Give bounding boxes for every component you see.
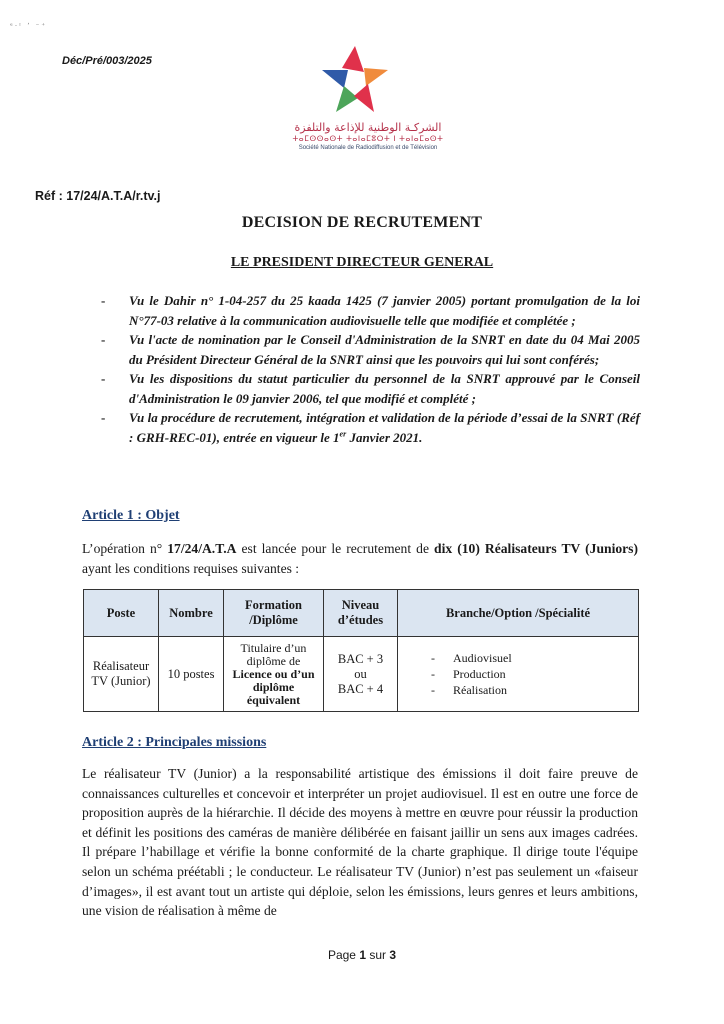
org-name-arabic: الشركـة الوطنية للإذاعة والتلفزة [294,121,442,134]
header-formation: Formation /Diplôme [224,590,324,637]
header-nombre: Nombre [159,590,224,637]
recruitment-table [83,589,639,712]
cell-niveau [324,637,398,712]
niveau-option-2: BAC + 4 [337,681,384,696]
visa-text: Vu la procédure de recrutement, intégration et validation de la période d’essai de la SNRT (Réf : GRH-REC-01), entrée en vigueur le 1 [129,410,640,445]
article-1-intro [82,539,638,578]
list-dash: - [101,410,106,425]
visa-text-end: Janvier 2021. [346,429,423,445]
cell-branche [398,637,639,712]
list-dash: - [101,371,106,386]
header-branche: Branche/Option /Spécialité [398,590,639,637]
cell-nombre: 10 postes [159,637,224,712]
page-number: 1 [359,948,366,962]
branche-item: Réalisation [453,683,507,697]
branche-list [401,650,635,698]
reference-number: Réf : 17/24/A.T.A/r.tv.j [35,189,161,203]
diplome-text: Titulaire d’un diplôme de [240,640,307,668]
list-item [431,666,635,682]
niveau-or: ou [354,666,367,681]
cell-poste: Réalisateur TV (Junior) [84,637,159,712]
list-dash: - [431,667,435,681]
table-header-row [84,590,639,637]
scan-marks: ᵉ·ᶦ ʼ ⁻⁺ [10,22,48,30]
list-dash: - [431,683,435,697]
visas-list [84,291,640,447]
visa-text: Vu le Dahir n° 1-04-257 du 25 kaada 1425 (7 janvier 2005) portant promulgation de la loi N°77-03 relative à la communication audiovisuelle telle que modifiée et complétée ; [129,293,640,328]
page-label: Page [327,948,356,962]
superscript-er: er [339,429,347,439]
snrt-star-icon [318,42,392,116]
header-niveau: Niveau d’études [324,590,398,637]
niveau-option-1: BAC + 3 [337,651,384,666]
table-row [84,637,639,712]
cell-diplome [224,637,324,712]
article-2-heading: Article 2 : Principales missions [82,735,267,750]
page-footer [0,948,724,962]
branche-item: Audiovisuel [453,651,512,665]
decision-title: DECISION DE RECRUTEMENT [241,214,483,231]
diplome-requirement: Licence ou d’un diplôme équivalent [232,666,315,707]
org-name-tifinagh: ⵜⴰⵎⵙⵙⴰⵙⵜ ⵜⴰⵏⴰⵎⵓⵔⵜ ⵏ ⵜⴰⵏⴰⵎⴰⵙⵜ [292,134,444,143]
article-1-heading: Article 1 : Objet [82,508,180,523]
list-dash: - [101,332,106,347]
decision-subtitle: LE PRESIDENT DIRECTEUR GENERAL [230,255,494,270]
visa-item [84,330,640,369]
article-2-text: Le réalisateur TV (Junior) a la responsabilité artistique des émissions il doit faire preuve de connaissances culturelles et concevoir et interpréter un projet audiovisuel. Il est en outre une force de proposition auprès de la hiérarchie. Il décide des moyens à mettre en œuvre pour réussir la production et définit les positions des caméras de manière délibérée en faisant jaillir un sens aux images cadrées. Il prépare l’habillage et vérifie la bonne conformité de la charte graphique. Il dirige toute l'équipe selon un schéma préétabli ; le conducteur. Le réalisateur TV (Junior) n’est pas seulement un «faiseur d’images», il est avant tout un artiste qui déploie, selon les émissions, leurs genres et leurs ambitions, une vision de réalisation à même de [82,766,638,919]
intro-text: ayant les conditions requises suivantes : [82,560,300,576]
header-poste: Poste [84,590,159,637]
page-of-label: sur [369,948,387,962]
intro-text: L’opération n° [82,541,168,556]
operation-number: 17/24/A.T.A [167,541,237,556]
visa-item [84,369,640,408]
visa-item [84,408,640,447]
document-code: Déc/Pré/003/2025 [62,55,152,67]
intro-text: est lancée pour le recrutement de [236,541,435,556]
org-name-french: Société Nationale de Radiodiffusion et de Télévision [298,145,438,151]
page-total: 3 [389,948,397,962]
list-dash: - [101,293,106,308]
visa-text: Vu les dispositions du statut particulier du personnel de la SNRT approuvé par le Conseil d'Administration le 09 janvier 2006, tel que modifié et complété ; [129,371,640,406]
list-item [431,650,635,666]
branche-item: Production [453,667,506,681]
list-dash: - [431,651,435,665]
visa-item [84,291,640,330]
list-item [431,682,635,698]
visa-text: Vu l'acte de nomination par le Conseil d'Administration de la SNRT en date du 04 Mai 2005 du Président Directeur Général de la SNRT ainsi que les pouvoirs qui lui sont conférés; [129,332,640,367]
snrt-logo [318,42,392,116]
positions-count: dix (10) Réalisateurs TV (Juniors) [434,541,638,556]
